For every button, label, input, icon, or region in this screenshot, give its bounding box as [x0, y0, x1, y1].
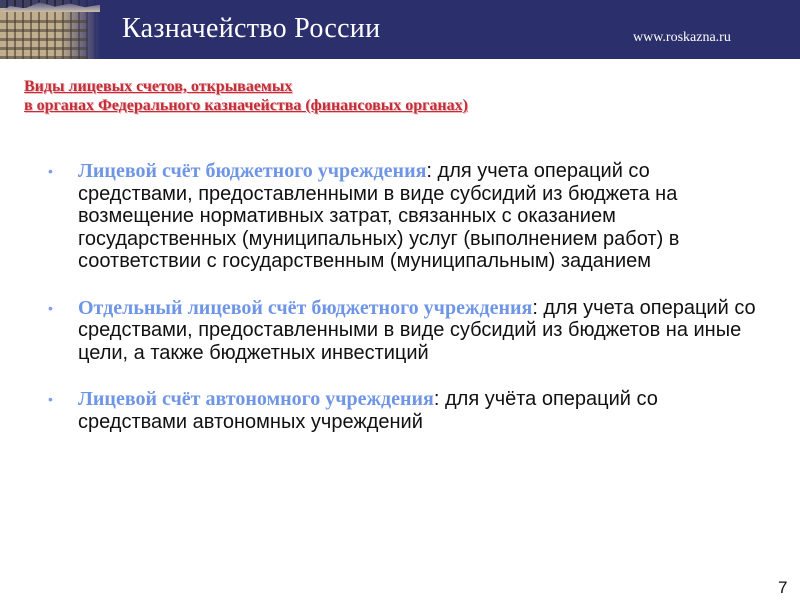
bullet-icon: • [48, 163, 53, 179]
header-banner [0, 0, 800, 59]
bullet-item-separate-budget-account [48, 297, 768, 365]
building-windows [0, 14, 88, 59]
bullet-icon: • [48, 299, 53, 316]
bullet-item-budget-account [48, 160, 768, 273]
website-url: www.roskazna.ru [633, 30, 731, 45]
bullet-term: Отдельный лицевой счёт бюджетного учреждения [78, 296, 533, 319]
page-number: 7 [778, 578, 788, 597]
bullet-list [48, 160, 768, 457]
bullet-term: Лицевой счёт автономного учреждения [78, 388, 434, 410]
slide-title-line-2: в органах Федерального казначейства (финансовых органах) [24, 97, 468, 114]
bullet-item-autonomous-account [48, 388, 768, 433]
bullet-text: : для учета операций со средствами, предоставленными в виде субсидий из бюджетов на иные цели, а также бюджетных инвестиций [78, 296, 756, 364]
building-roofline [0, 0, 100, 12]
slide-title-line-1: Виды лицевых счетов, открываемых [24, 78, 293, 95]
bullet-term: Лицевой счёт бюджетного учреждения [78, 160, 427, 182]
building-photo [0, 0, 100, 59]
slide-title [24, 77, 468, 115]
bullet-text: : для учета операций со средствами, предоставленными в виде субсидий из бюджета на возмещение нормативных затрат, связанных с оказанием государственных (муниципальных) услуг (выполнением работ) в соответствии с государственным (муниципальным) заданием [78, 160, 680, 272]
bullet-text: : для учёта операций со средствами автономных учреждений [78, 388, 658, 433]
bullet-icon: • [48, 391, 53, 407]
organization-title: Казначейство России [122, 13, 381, 44]
